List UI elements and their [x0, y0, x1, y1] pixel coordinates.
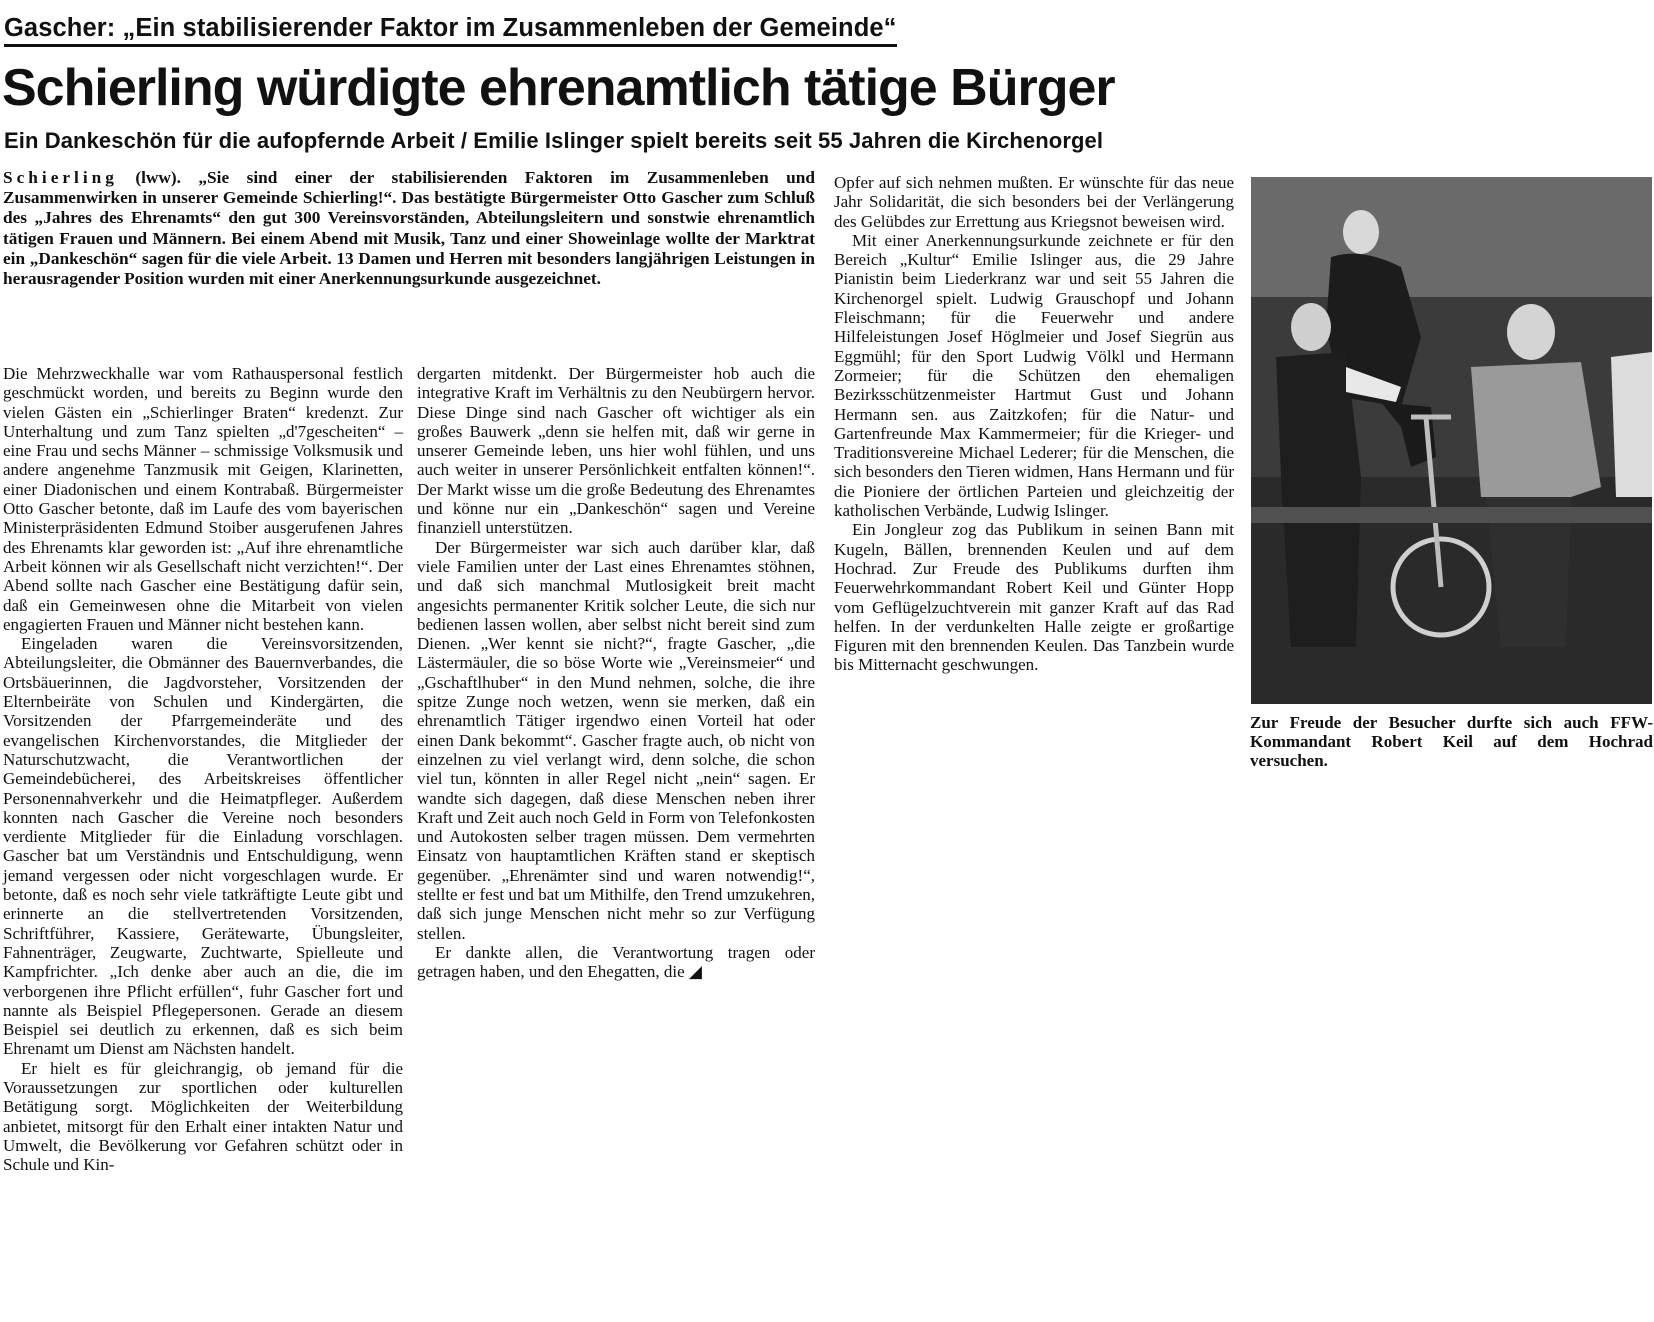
- article-column-2: [417, 364, 815, 982]
- dateline-place: Schierling: [3, 168, 118, 187]
- photo-illustration: [1251, 177, 1652, 704]
- paragraph: Mit einer Anerkennungsurkunde zeichnete er für den Bereich „Kultur“ Emilie Islinger aus, die 29 Jahre Pianistin beim Liederkranz war und seit 55 Jahren die Kirchenorgel spielt. Ludwig Grauschopf und Johann Fleischmann; für die Feuerwehr und andere Hilfeleistungen Josef Höglmeier und Josef Siegrün aus Eggmühl; für den Sport Ludwig Völkl und Hermann Zormeier; für die Schützen den ehemaligen Bezirksschützenmeister Hartmut Gust und Johann Hermann sen. aus Zaitzkofen; für die Natur- und Gartenfreunde Max Kammermeier; für die Krieger- und Traditionsvereine Michael Lederer; für die Menschen, die sich besonders den Tieren widmen, Hans Hermann und für die Pioniere der örtlichen Parteien und gleichzeitig der katholischen Verbände, Ludwig Islinger.: [834, 230, 1234, 521]
- paragraph: Eingeladen waren die Vereinsvorsitzenden, Abteilungsleiter, die Obmänner des Bauernverbandes, die Ortsbäuerinnen, die Jagdvorsteher, Vorsitzenden der Elternbeiräte von Schulen und Kindergärten, die Vorsitzenden der Pfarrgemeinderäte und des evangelischen Kirchenvorstandes, die Mitglieder der Naturschutzwacht, die Verantwortlichen der Gemeindebücherei, des Arbeitskreises öffentlicher Personennahverkehr und die Heimatpfleger. Außerdem konnten nach Gascher die Vereine noch besonders verdiente Mitglieder für die Einladung vorschlagen. Gascher bat um Verständnis und Entschuldigung, wenn jemand vergessen oder nicht vorgeschlagen wurde. Er betonte, daß es noch sehr viele tatkräftigte Leute gibt und erinnerte an die stellvertretenden Vorsitzenden, Schriftführer, Kassiere, Gerätewarte, Übungsleiter, Fahnenträger, Zeugwarte, Zuchtwarte, Spielleute und Kampfrichter. „Ich denke aber auch an die, die im verborgenen ihre Pflicht erfüllen“, fuhr Gascher fort und nannte als Beispiel Pflegepersonen. Gerade an diesem Beispiel sei deutlich zu erkennen, daß es sich beim Ehrenamt um Dienst am Nächsten handelt.: [3, 634, 403, 1059]
- article-photo: [1251, 177, 1652, 704]
- article-column-1: [3, 364, 403, 1174]
- paragraph: Ein Jongleur zog das Publikum in seinen Bann mit Kugeln, Bällen, brennenden Keulen und auf dem Hochrad. Zur Freude des Publikums durften ihm Feuerwehrkommandant Robert Keil und Günter Hopp vom Geflügelzuchtverein mit ganzer Kraft auf das Rad helfen. In der verdunkelten Halle zeigte er großartige Figuren mit den brennenden Keulen. Das Tanzbein wurde bis Mitternacht geschwungen.: [834, 520, 1234, 675]
- paragraph: Die Mehrzweckhalle war vom Rathauspersonal festlich geschmückt worden, und bereits zu Beginn wurde den vielen Gästen ein „Schierlinger Braten“ kredenzt. Zur Unterhaltung und zum Tanz spielten „d'7gescheiten“ – eine Frau und sechs Männer – schmissige Volksmusik und andere angenehme Tanzmusik mit Geigen, Klarinetten, einer Diadonischen und einem Kontrabaß. Bürgermeister Otto Gascher betonte, daß im Laufe des vom bayerischen Ministerpräsidenten Edmund Stoiber ausgerufenen Jahres des Ehrenamts klar geworden ist: „Auf ihre ehrenamtliche Arbeit können wir als Gesellschaft nicht verzichten!“. Der Abend sollte nach Gascher eine Bestätigung dafür sein, daß ein Gemeinwesen ohne die Mitarbeit von vielen engagierten Frauen und Männer nicht bestehen kann.: [3, 364, 403, 634]
- lead-text: (lww). „Sie sind einer der stabilisierenden Faktoren im Zusammenleben und Zusammenwirken in unserer Gemeinde Schierling!“. Das bestätigte Bürgermeister Otto Gascher zum Schluß des „Jahres des Ehrenamts“ den gut 300 Vereinsvorständen, Abteilungsleitern und sonstwie ehrenamtlich tätigen Frauen und Männern. Bei einem Abend mit Musik, Tanz und einer Showeinlage wollte der Marktrat ein „Dankeschön“ sagen für die viele Arbeit. 13 Damen und Herren mit besonders langjährigen Leistungen in herausragender Position wurden mit einer Anerkennungsurkunde ausgezeichnet.: [3, 168, 815, 289]
- article-subheadline: Ein Dankeschön für die aufopfernde Arbeit / Emilie Islinger spielt bereits seit 55 Jahren die Kirchenorgel: [4, 128, 1104, 153]
- article-headline: Schierling würdigte ehrenamtlich tätige Bürger: [2, 59, 1115, 117]
- paragraph: Opfer auf sich nehmen mußten. Er wünschte für das neue Jahr Solidarität, die sich besonders bei der Verlängerung des Gelübdes zur Errettung aus Kriegsnot beweisen wird.: [834, 173, 1234, 231]
- article-lead: [3, 168, 815, 289]
- paragraph: Er dankte allen, die Verantwortung tragen oder getragen haben, und den Ehegatten, die ◢: [417, 942, 815, 982]
- paragraph: Er hielt es für gleichrangig, ob jemand für die Voraussetzungen zur sportlichen oder kulturellen Betätigung sorgt. Möglichkeiten der Weiterbildung anbietet, mitsorgt für den Erhalt einer intakten Natur und Umwelt, die Bevölkerung vor Gefahren schützt oder in Schule und Kin-: [3, 1058, 403, 1175]
- photo-caption: Zur Freude der Besucher durfte sich auch FFW-Kommandant Robert Keil auf dem Hochrad versuchen.: [1250, 713, 1653, 770]
- article-kicker: Gascher: „Ein stabilisierender Faktor im Zusammenleben der Gemeinde“: [4, 14, 897, 47]
- paragraph: Der Bürgermeister war sich auch darüber klar, daß viele Familien unter der Last eines Ehrenamtes stöhnen, und daß sich manchmal Mutlosigkeit breit macht angesichts permanenter Kritik solcher Leute, die sich nur bedienen lassen wollen, aber selbst nicht bereit sind zum Dienen. „Wer kennt sie nicht?“, fragte Gascher, „die Lästermäuler, die so böse Worte wie „Vereinsmeier“ und „Gschaftlhuber“ in den Mund nehmen, solche, die ihre spitze Zunge noch wetzen, wenn sie merken, daß ein ehrenamtlich Tätiger irgendwo einen Vorteil hat oder einen Dank bekommt“. Gascher fragte auch, ob nicht von einzelnen zu viel verlangt wird, denn solche, die schon viel tun, könnten in aller Regel nicht „nein“ sagen. Er wandte sich dagegen, daß diese Menschen neben ihrer Kraft und Zeit auch noch Geld in Form von Telefonkosten und Autokosten selber tragen müssen. Dem vermehrten Einsatz von hauptamtlichen Kräften stand er skeptisch gegenüber. „Ehrenämter sind und waren notwendig!“, stellte er fest und bat um Mithilfe, den Trend umzukehren, daß sich junge Menschen nicht mehr so zur Verfügung stellen.: [417, 537, 815, 943]
- article-column-3: [834, 173, 1234, 675]
- paragraph: dergarten mitdenkt. Der Bürgermeister hob auch die integrative Kraft im Verhältnis zu den Neubürgern hervor. Diese Dinge sind nach Gascher oft wichtiger als ein großes Bauwerk „denn sie helfen mit, daß wir gerne in unserer Gemeinde leben, uns hier wohl fühlen, und uns auch weiter in unserer Persönlichkeit entfalten können!“. Der Markt wisse um die große Bedeutung des Ehrenamtes und könne nur ein „Dankeschön“ sagen und Vereine finanziell unterstützen.: [417, 364, 815, 538]
